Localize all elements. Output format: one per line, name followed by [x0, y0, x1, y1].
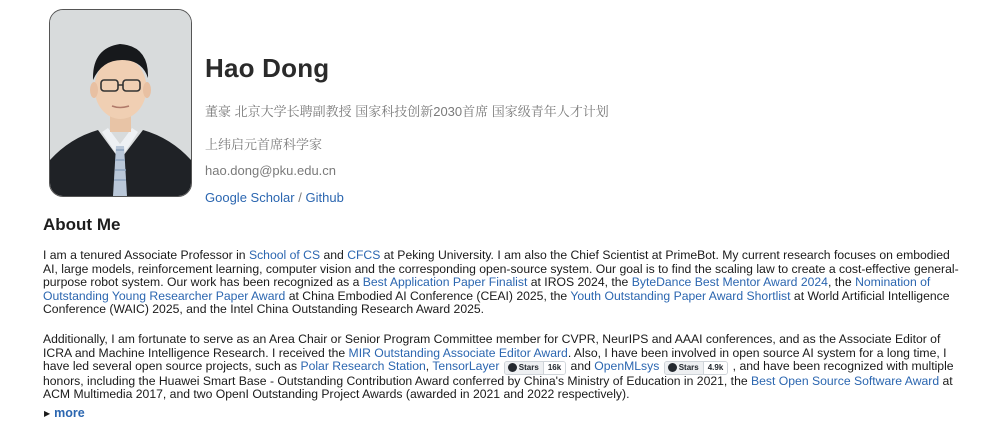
p1-text-5: , the [827, 275, 856, 290]
about-me-heading: About Me [43, 215, 121, 234]
tensorlayer-link[interactable]: TensorLayer [432, 359, 500, 374]
more-label: more [54, 406, 85, 420]
portrait-image [50, 10, 191, 196]
openmlsys-stars-badge[interactable] [664, 361, 729, 375]
p1-text-7: at World Artificial Intelligence Conference (WAIC) 2025, and the Intel China Outstanding Research Award 2025. [43, 288, 950, 317]
p1-text-1: I am a tenured Associate Professor in [43, 248, 249, 262]
badge-label: Stars [518, 362, 539, 372]
about-paragraph-2 [43, 333, 963, 402]
youth-paper-award-link[interactable]: Youth Outstanding Paper Award Shortlist [570, 288, 791, 303]
mir-award-link[interactable]: MIR Outstanding Associate Editor Award [348, 345, 568, 360]
badge-count: 4.9k [703, 362, 728, 374]
profile-name: Hao Dong [205, 53, 330, 83]
profile-links [205, 190, 344, 205]
github-link[interactable]: Github [305, 190, 344, 205]
p2-text-5: , and have been recognized with multiple honors, including the Huawei Smart Base - Outstanding Contribution Award conferred by China's Ministry of Education in 2021, the [43, 359, 954, 388]
google-scholar-link[interactable]: Google Scholar [205, 190, 295, 205]
github-icon [508, 363, 517, 372]
profile-title-chinese: 董豪 北京大学长聘副教授 国家科技创新2030首席 国家级青年人才计划 [205, 104, 609, 119]
p2-text-1: Additionally, I am fortunate to serve as an Area Chair or Senior Program Committee member for CVPR, NeurIPS and AAAI conferences, and as the Associate Editor of ICRA and Machine Intelligence Research. I received the [43, 332, 941, 360]
badge-label: Stars [678, 362, 699, 372]
about-paragraph-1 [43, 249, 963, 317]
school-of-cs-link[interactable]: School of CS [248, 248, 321, 262]
expand-triangle-icon: ▶ [44, 409, 51, 418]
p1-text-6: at China Embodied AI Conference (CEAI) 2025, the [285, 288, 571, 303]
bytedance-award-link[interactable]: ByteDance Best Mentor Award 2024 [631, 275, 828, 290]
polar-research-station-link[interactable]: Polar Research Station [300, 359, 426, 374]
p2-text-4: and [567, 359, 595, 374]
badge-count: 16k [543, 362, 565, 374]
profile-photo [49, 9, 192, 197]
openmlsys-link[interactable]: OpenMLsys [594, 359, 660, 374]
p1-text-4: at IROS 2024, the [527, 275, 632, 290]
tensorlayer-stars-badge[interactable] [504, 361, 566, 375]
profile-email: hao.dong@pku.edu.cn [205, 163, 337, 178]
best-application-paper-link[interactable]: Best Application Paper Finalist [362, 275, 528, 290]
best-open-source-award-link[interactable]: Best Open Source Software Award [751, 373, 940, 388]
p1-text-2: and [320, 248, 348, 262]
link-separator: / [298, 190, 302, 205]
p1-text-3: at Peking University. I am also the Chief Scientist at PrimeBot. My current research focuses on embodied AI, large models, reinforcement learning, computer vision and the corresponding open-source system. Our goal is to find the scaling law to create a cost-effective general-purpose robot system. Our work has been recognized as a [43, 248, 959, 290]
profile-title-secondary: 上纬启元首席科学家 [205, 137, 323, 152]
p2-text-6: at ACM Multimedia 2017, and two OpenI Outstanding Project Awards (awarded in 2021 and 2022 respectively). [43, 373, 953, 402]
more-toggle[interactable] [44, 406, 85, 420]
p2-text-3: , [425, 359, 433, 374]
github-icon [668, 363, 677, 372]
young-researcher-award-link[interactable]: Nomination of Outstanding Young Researcher Paper Award [43, 275, 931, 303]
p2-text-2: . Also, I have been involved in open source AI system for a long time, I have led several open source projects, such as [43, 345, 947, 374]
cfcs-link[interactable]: CFCS [347, 248, 381, 262]
